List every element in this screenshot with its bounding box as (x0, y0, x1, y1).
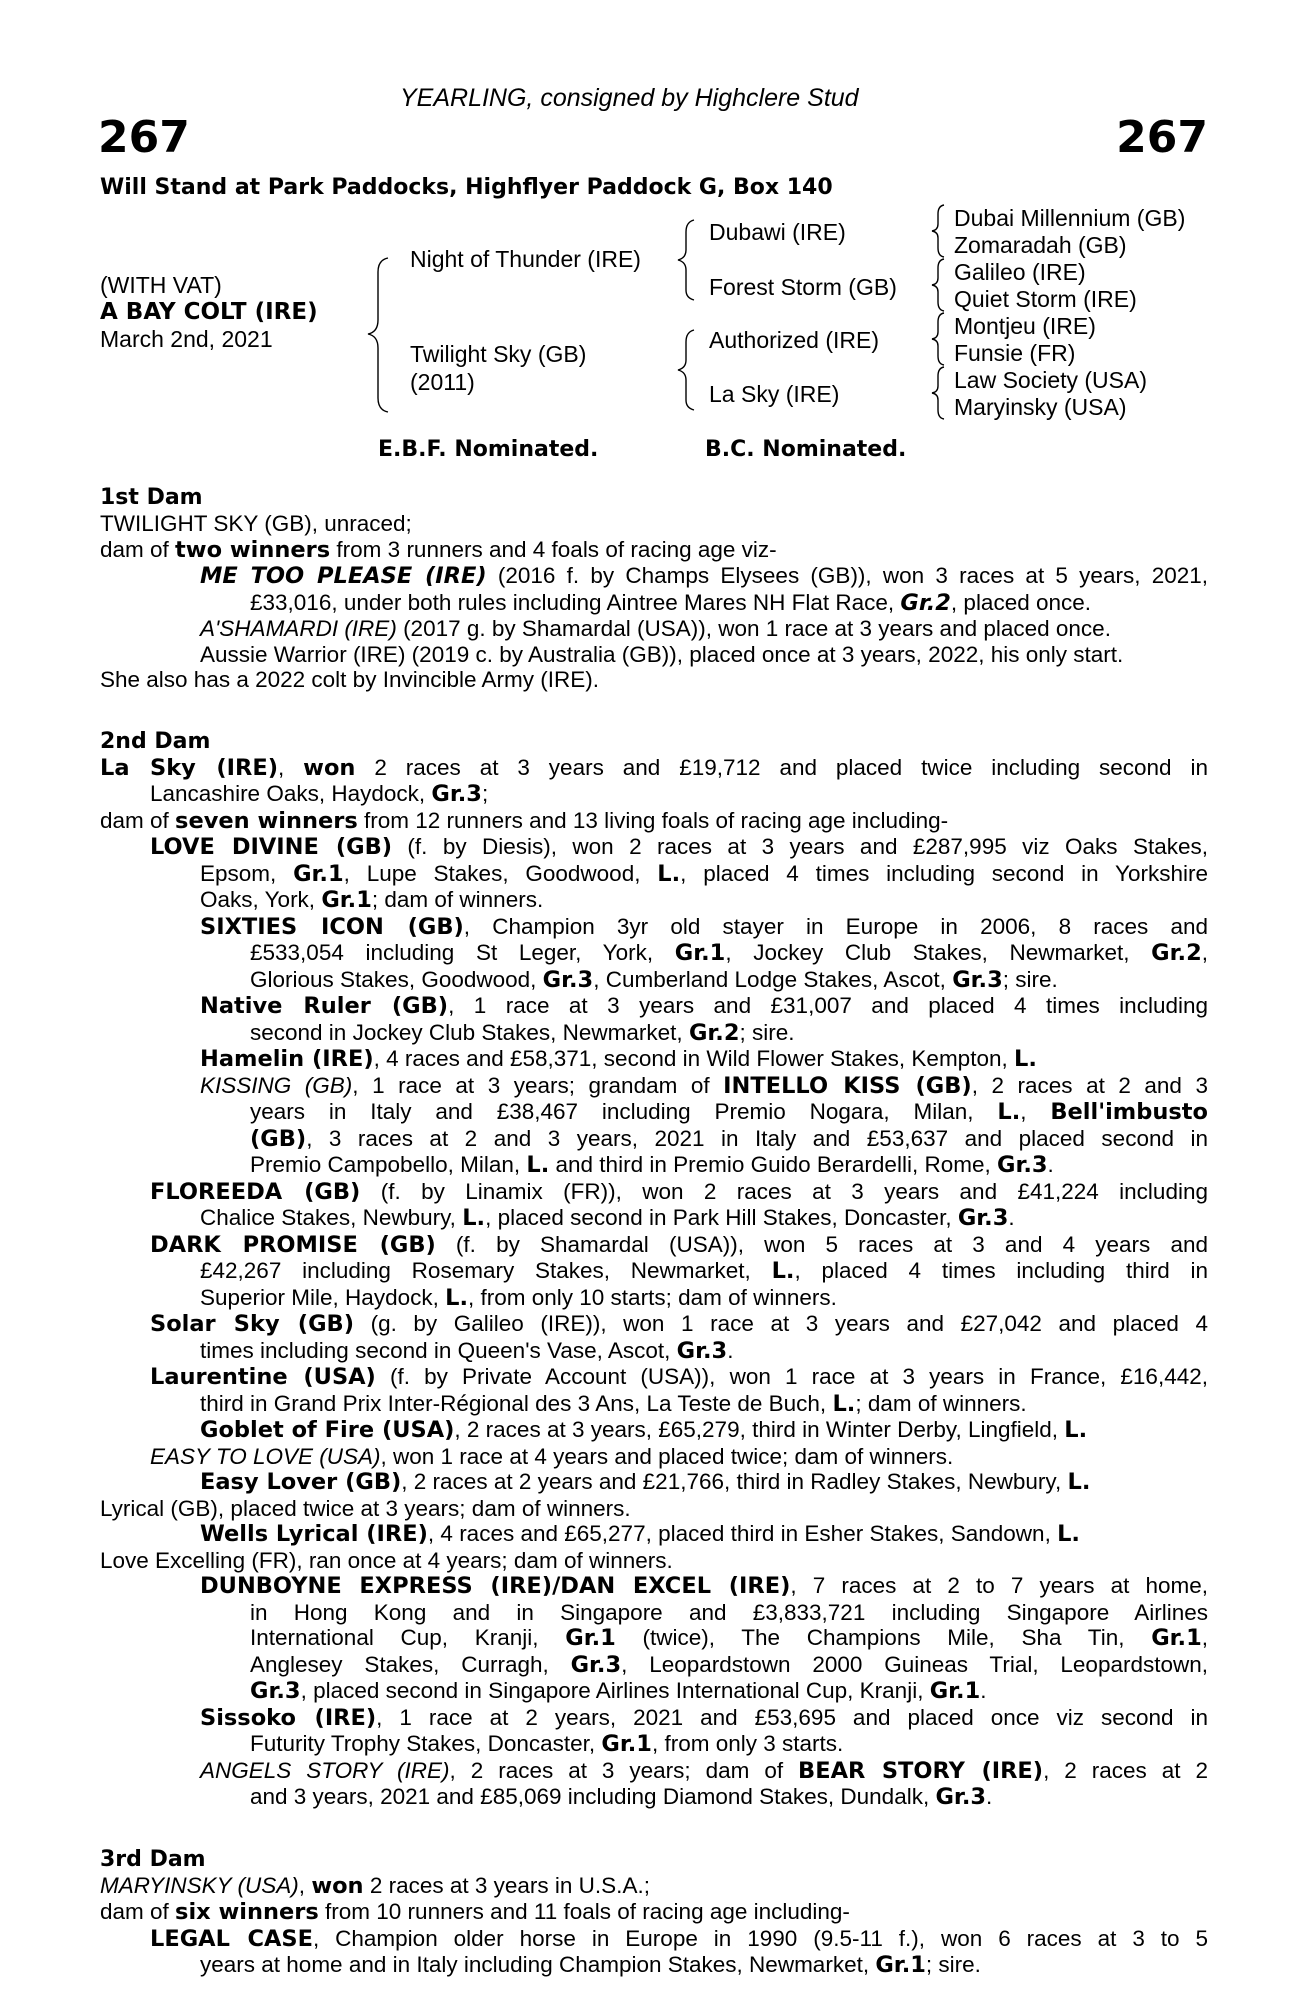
gg-8: Maryinsky (USA) (954, 394, 1127, 420)
foaling-date: March 2nd, 2021 (100, 326, 273, 352)
produce-dark-promise: DARK PROMISE (GB) (f. by Shamardal (USA)), won 5 races at 3 and 4 years and (150, 1231, 1208, 1258)
bc-nomination: B.C. Nominated. (705, 437, 907, 462)
produce-dark-promise-cont2: Superior Mile, Haydock, L., from only 10 starts; dam of winners. (200, 1284, 837, 1311)
second-dam-line-cont: Lancashire Oaks, Haydock, Gr.3; (150, 781, 489, 807)
produce-floreeda: FLOREEDA (GB) (f. by Linamix (FR)), won 2 races at 3 years and £41,224 including (150, 1178, 1208, 1205)
second-dam-heading: 2nd Dam (100, 728, 211, 754)
produce-love-divine-cont1: Epsom, Gr.1, Lupe Stakes, Goodwood, L., placed 4 times including second in Yorkshire (200, 860, 1208, 887)
sire-sire: Dubawi (IRE) (709, 219, 846, 245)
stand-location: Will Stand at Park Paddocks, Highflyer Paddock G, Box 140 (100, 175, 833, 200)
produce-kissing-cont2: (GB), 3 races at 2 and 3 years, 2021 in Italy and £53,637 and placed second in (250, 1125, 1208, 1152)
produce-dunboyne-express-cont3: Anglesey Stakes, Curragh, Gr.3, Leopardstown 2000 Guineas Trial, Leopardstown, (250, 1651, 1209, 1678)
consignment-line: YEARLING, consigned by Highclere Stud (400, 84, 859, 112)
produce-laurentine: Laurentine (USA) (f. by Private Account (USA)), won 1 race at 3 years in France, £16,442, (150, 1364, 1208, 1390)
dam-name: Twilight Sky (GB) (410, 341, 587, 367)
sire-brace (678, 220, 694, 300)
produce-dark-promise-cont1: £42,267 including Rosemary Stakes, Newmarket, L., placed 4 times including third in (200, 1258, 1208, 1284)
gg-7: Law Society (USA) (954, 367, 1148, 393)
produce-kissing: KISSING (GB), 1 race at 3 years; grandam of INTELLO KISS (GB), 2 races at 2 and 3 (200, 1072, 1208, 1099)
third-dam-produce-summary: dam of six winners from 10 runners and 11 foals of racing age including- (100, 1899, 850, 1925)
produce-legal-case-cont: years at home and in Italy including Champion Stakes, Newmarket, Gr.1; sire. (200, 1952, 981, 1978)
produce-aussie-warrior: Aussie Warrior (IRE) (2019 c. by Australia (GB)), placed once at 3 years, 2022, his only start. (200, 641, 1124, 667)
produce-angels-story: ANGELS STORY (IRE), 2 races at 3 years; dam of BEAR STORY (IRE), 2 races at 2 (200, 1757, 1208, 1784)
produce-love-divine-cont2: Oaks, York, Gr.1; dam of winners. (200, 887, 544, 913)
gg-3: Galileo (IRE) (954, 259, 1086, 285)
first-dam-line: TWILIGHT SKY (GB), unraced; (100, 511, 412, 536)
produce-ashamardi: A'SHAMARDI (IRE) (2017 g. by Shamardal (USA)), won 1 race at 3 years and placed once. (200, 616, 1111, 641)
ebf-nomination: E.B.F. Nominated. (378, 437, 599, 462)
gg-6: Funsie (FR) (954, 340, 1076, 366)
produce-me-too-please-cont: £33,016, under both rules including Aintree Mares NH Flat Race, Gr.2, placed once. (250, 589, 1092, 616)
first-dam-heading: 1st Dam (100, 485, 203, 510)
gg-2: Zomaradah (GB) (954, 232, 1127, 258)
lot-number-left: 267 (98, 112, 190, 163)
produce-hamelin: Hamelin (IRE), 4 races and £58,371, second in Wild Flower Stakes, Kempton, L. (200, 1046, 1037, 1072)
produce-kissing-cont3: Premio Campobello, Milan, L. and third in Premio Guido Berardelli, Rome, Gr.3. (250, 1152, 1054, 1178)
produce-sissoko: Sissoko (IRE), 1 race at 2 years, 2021 and £53,695 and placed once viz second in (200, 1704, 1208, 1731)
dam-sire: Authorized (IRE) (709, 327, 880, 353)
produce-wells-lyrical: Wells Lyrical (IRE), 4 races and £65,277, placed third in Esher Stakes, Sandown, L. (200, 1521, 1080, 1547)
produce-dunboyne-express: DUNBOYNE EXPRESS (IRE)/DAN EXCEL (IRE), 7 races at 2 to 7 years at home, (200, 1573, 1209, 1599)
produce-me-too-please: ME TOO PLEASE (IRE) (2016 f. by Champs Elysees (GB)), won 3 races at 5 years, 2021, (200, 563, 1208, 589)
first-dam-produce-summary: dam of two winners from 3 runners and 4 foals of racing age viz- (100, 536, 777, 563)
lot-number-right: 267 (1116, 112, 1208, 163)
produce-solar-sky: Solar Sky (GB) (g. by Galileo (IRE)), won 1 race at 3 years and £27,042 and placed 4 (150, 1311, 1209, 1337)
produce-sixties-icon: SIXTIES ICON (GB), Champion 3yr old stayer in Europe in 2006, 8 races and (200, 913, 1208, 940)
produce-laurentine-cont: third in Grand Prix Inter-Régional des 3 Ans, La Teste de Buch, L.; dam of winners. (200, 1390, 1027, 1417)
produce-love-excelling: Love Excelling (FR), ran once at 4 years; dam of winners. (100, 1547, 673, 1573)
sire-name: Night of Thunder (IRE) (410, 246, 641, 272)
dam-brace (678, 330, 694, 410)
sire-dam: Forest Storm (GB) (709, 274, 897, 300)
third-dam-heading: 3rd Dam (100, 1846, 206, 1872)
produce-native-ruler-cont: second in Jockey Club Stakes, Newmarket, Gr.2; sire. (250, 1019, 795, 1046)
produce-lyrical: Lyrical (GB), placed twice at 3 years; dam of winners. (100, 1495, 631, 1521)
gg-1: Dubai Millennium (GB) (954, 205, 1186, 231)
second-dam-produce-summary: dam of seven winners from 12 runners and 13 living foals of racing age including- (100, 807, 949, 834)
produce-dunboyne-express-cont4: Gr.3, placed second in Singapore Airlines International Cup, Kranji, Gr.1. (250, 1678, 987, 1704)
produce-sixties-icon-cont1: £533,054 including St Leger, York, Gr.1, Jockey Club Stakes, Newmarket, Gr.2, (250, 940, 1208, 966)
first-dam-yearling-note: She also has a 2022 colt by Invincible Army (IRE). (100, 667, 599, 692)
brace-g4 (932, 367, 944, 419)
produce-easy-to-love: EASY TO LOVE (USA), won 1 race at 4 years and placed twice; dam of winners. (150, 1443, 954, 1469)
produce-legal-case: LEGAL CASE, Champion older horse in Europe in 1990 (9.5-11 f.), won 6 races at 3 to 5 (150, 1925, 1208, 1952)
produce-sixties-icon-cont2: Glorious Stakes, Goodwood, Gr.3, Cumberland Lodge Stakes, Ascot, Gr.3; sire. (250, 966, 1058, 993)
vat-note: (WITH VAT) (100, 272, 222, 298)
catalogue-body (100, 485, 1208, 1979)
brace-g3 (932, 313, 944, 365)
third-dam-line: MARYINSKY (USA), won 2 races at 3 years in U.S.A.; (100, 1872, 650, 1899)
produce-floreeda-cont: Chalice Stakes, Newbury, L., placed second in Park Hill Stakes, Doncaster, Gr.3. (200, 1205, 1015, 1231)
produce-dunboyne-express-cont1: in Hong Kong and in Singapore and £3,833,721 including Singapore Airlines (250, 1599, 1208, 1625)
brace-g1 (932, 205, 944, 257)
produce-kissing-cont1: years in Italy and £38,467 including Premio Nogara, Milan, L., Bell'imbusto (250, 1099, 1208, 1125)
dam-dam: La Sky (IRE) (709, 381, 840, 407)
dam-year: (2011) (410, 369, 475, 395)
produce-love-divine: LOVE DIVINE (GB) (f. by Diesis), won 2 races at 3 years and £287,995 viz Oaks Stakes, (150, 834, 1208, 860)
produce-solar-sky-cont: times including second in Queen's Vase, Ascot, Gr.3. (200, 1337, 734, 1364)
gg-5: Montjeu (IRE) (954, 313, 1096, 339)
main-brace (368, 258, 388, 412)
second-dam-line: La Sky (IRE), won 2 races at 3 years and £19,712 and placed twice including second in (100, 754, 1208, 781)
produce-goblet-of-fire: Goblet of Fire (USA), 2 races at 3 years, £65,279, third in Winter Derby, Lingfield, L. (200, 1417, 1088, 1443)
brace-g2 (932, 259, 944, 311)
produce-easy-lover: Easy Lover (GB), 2 races at 2 years and £21,766, third in Radley Stakes, Newbury, L. (200, 1469, 1091, 1495)
produce-dunboyne-express-cont2: International Cup, Kranji, Gr.1 (twice), The Champions Mile, Sha Tin, Gr.1, (250, 1625, 1209, 1651)
horse-name: A BAY COLT (IRE) (100, 299, 318, 325)
produce-angels-story-cont: and 3 years, 2021 and £85,069 including Diamond Stakes, Dundalk, Gr.3. (250, 1784, 993, 1810)
produce-native-ruler: Native Ruler (GB), 1 race at 3 years and £31,007 and placed 4 times including (200, 993, 1208, 1019)
produce-sissoko-cont: Futurity Trophy Stakes, Doncaster, Gr.1, from only 3 starts. (250, 1731, 844, 1757)
gg-4: Quiet Storm (IRE) (954, 286, 1137, 312)
